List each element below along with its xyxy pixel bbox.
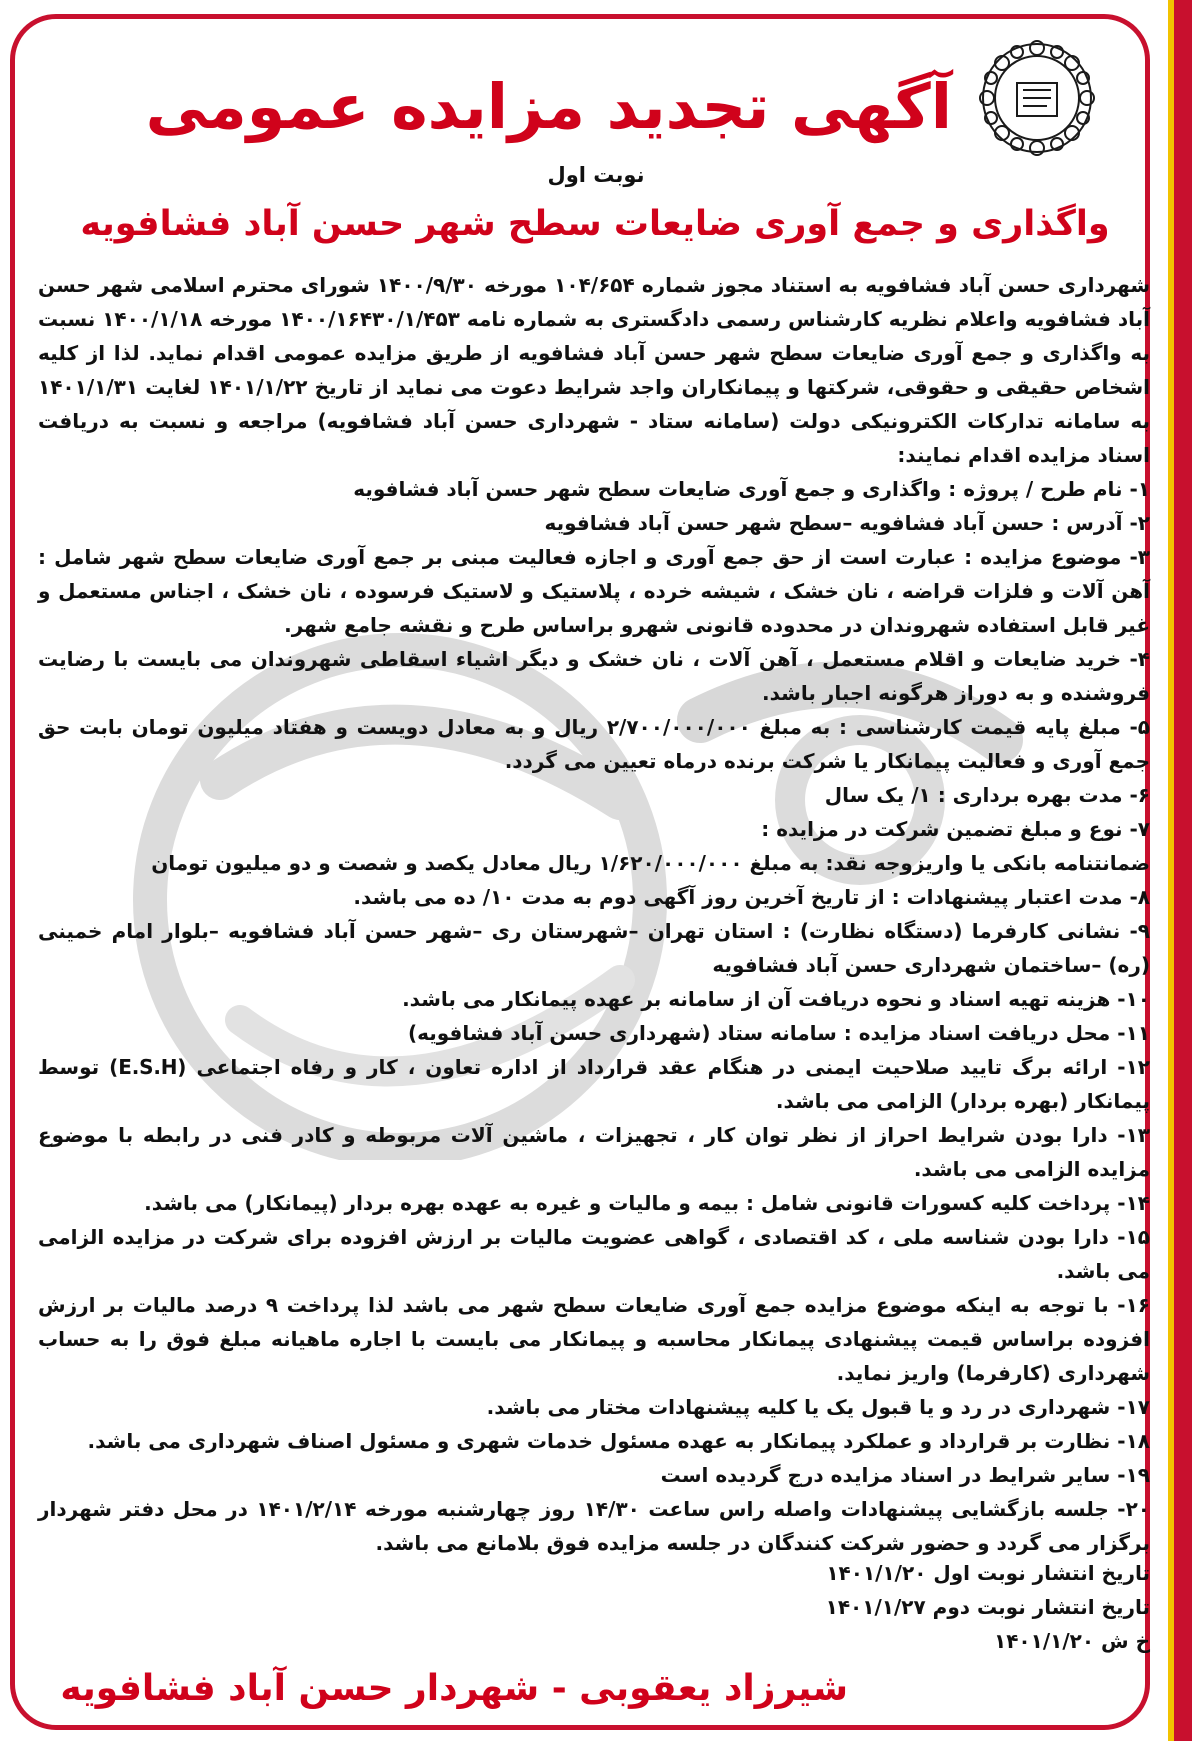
list-item: ۱۳- دارا بودن شرایط احراز از نظر توان کار ، تجهیزات ، ماشین آلات مربوطه و کادر فنی در رابطه با موضوع مزایده الزامی می باشد. bbox=[38, 1123, 1150, 1181]
second-publication-date: تاریخ انتشار نوبت دوم ۱۴۰۱/۱/۲۷ bbox=[825, 1595, 1150, 1619]
list-item: ۲- آدرس : حسن آباد فشافویه –سطح شهر حسن آباد فشافویه bbox=[544, 511, 1150, 535]
list-item: ۹- نشانی کارفرما (دستگاه نظارت) : استان تهران –شهرستان ری –شهر حسن آباد فشافویه –بلوار امام خمینی (ره) –ساختمان شهرداری حسن آباد فشافویه bbox=[38, 919, 1150, 977]
announcement-subtitle: واگذاری و جمع آوری ضایعات سطح شهر حسن آباد فشافویه bbox=[80, 204, 1110, 244]
list-item: ۱۸- نظارت بر قرارداد و عملکرد پیمانکار به عهده مسئول خدمات شهری و مسئول اصناف شهرداری می باشد. bbox=[87, 1429, 1150, 1453]
intro-paragraph: شهرداری حسن آباد فشافویه به استناد مجوز شماره ۱۰۴/۶۵۴ مورخه ۱۴۰۰/۹/۳۰ شورای محترم اسلامی شهر حسن آباد فشافویه واعلام نظریه کارشناس رسمی دادگستری به شماره نامه ۱۴۰۰/۱۶۴۳۰/۱/۴۵۳ مورخه ۱۴۰۰/۱/۱۸ نسبت به واگذاری و جمع آوری ضایعات سطح شهر حسن آباد فشافویه از طریق مزایده عمومی اقدام نماید. لذا از کلیه اشخاص حقیقی و حقوقی، شرکتها و پیمانکاران واجد شرایط دعوت می نماید از تاریخ ۱۴۰۱/۱/۲۲ لغایت ۱۴۰۱/۱/۳۱ به سامانه تدارکات الکترونیکی دولت (سامانه ستاد - شهرداری حسن آباد فشافویه) مراجعه و نسبت به دریافت اسناد مزایده اقدام نمایند: bbox=[38, 273, 1151, 467]
publication-code: خ ش ۱۴۰۱/۱/۲۰ bbox=[994, 1629, 1150, 1653]
list-item: ۷- نوع و مبلغ تضمین شرکت در مزایده : bbox=[761, 817, 1150, 841]
list-item: ۴- خرید ضایعات و اقلام مستعمل ، آهن آلات ، نان خشک و دیگر اشیاء اسقاطی شهروندان می بایست با رضایت فروشنده و به دوراز هرگونه اجبار باشد. bbox=[38, 647, 1150, 705]
list-item: ۸- مدت اعتبار پیشنهادات : از تاریخ آخرین روز آگهی دوم به مدت ۱۰/ ده می باشد. bbox=[353, 885, 1150, 909]
announcement-body bbox=[38, 268, 1150, 1560]
list-item: ۱۱- محل دریافت اسناد مزایده : سامانه ستاد (شهرداری حسن آباد فشافویه) bbox=[407, 1021, 1150, 1045]
publication-dates bbox=[630, 1556, 1150, 1658]
list-item: ۱- نام طرح / پروژه : واگذاری و جمع آوری ضایعات سطح شهر حسن آباد فشافویه bbox=[353, 477, 1150, 501]
right-edge-strip bbox=[1174, 0, 1192, 1741]
right-edge-yellow-strip bbox=[1168, 0, 1174, 1741]
list-item: ۱۵- دارا بودن شناسه ملی ، کد اقتصادی ، گواهی عضویت مالیات بر ارزش افزوده برای شرکت در مزایده الزامی می باشد. bbox=[38, 1225, 1150, 1283]
list-item: ۱۶- با توجه به اینکه موضوع مزایده جمع آوری ضایعات سطح شهر می باشد لذا پرداخت ۹ درصد مالیات بر ارزش افزوده براساس قیمت پیشنهادی پیمانکار محاسبه و پیمانکار می بایست با اجاره ماهیانه مبلغ فوق را به حساب شهرداری (کارفرما) واریز نماید. bbox=[38, 1293, 1150, 1385]
list-item: ۱۰- هزینه تهیه اسناد و نحوه دریافت آن از سامانه بر عهده پیمانکار می باشد. bbox=[402, 987, 1150, 1011]
list-item: ۲۰- جلسه بازگشایی پیشنهادات واصله راس ساعت ۱۴/۳۰ روز چهارشنبه مورخه ۱۴۰۱/۲/۱۴ در محل دفتر شهردار برگزار می گردد و حضور شرکت کنندگان در جلسه مزایده فوق بلامانع می باشد. bbox=[38, 1497, 1151, 1555]
announcement-title: آگهی تجدید مزایده عمومی bbox=[145, 70, 952, 143]
list-item: ۶- مدت بهره برداری : ۱/ یک سال bbox=[824, 783, 1150, 807]
mayor-signature: شیرزاد یعقوبی - شهردار حسن آباد فشافویه bbox=[60, 1668, 848, 1709]
municipality-logo bbox=[977, 38, 1097, 158]
round-label: نوبت اول bbox=[547, 163, 645, 187]
list-item: ضمانتنامه بانکی یا واریزوجه نقد: به مبلغ ۱/۶۲۰/۰۰۰/۰۰۰ ریال معادل یکصد و شصت و دو میلیون تومان bbox=[151, 851, 1150, 875]
list-item: ۵- مبلغ پایه قیمت کارشناسی : به مبلغ ۲/۷۰۰/۰۰۰/۰۰۰ ریال و به معادل دویست و هفتاد میلیون تومان بابت حق جمع آوری و فعالیت پیمانکار یا شرکت برنده درماه تعیین می گردد. bbox=[38, 715, 1150, 773]
list-item: ۱۴- پرداخت کلیه کسورات قانونی شامل : بیمه و مالیات و غیره به عهده بهره بردار (پیمانکار) می باشد. bbox=[144, 1191, 1150, 1215]
first-publication-date: تاریخ انتشار نوبت اول ۱۴۰۱/۱/۲۰ bbox=[826, 1561, 1150, 1585]
list-item: ۱۲- ارائه برگ تایید صلاحیت ایمنی در هنگام عقد قرارداد از اداره تعاون ، کار و رفاه اجتماعی (E.S.H) توسط پیمانکار (بهره بردار) الزامی می باشد. bbox=[38, 1055, 1150, 1113]
list-item: ۱۹- سایر شرایط در اسناد مزایده درج گردیده است bbox=[660, 1463, 1150, 1487]
list-item: ۱۷- شهرداری در رد و یا قبول یک یا کلیه پیشنهادات مختار می باشد. bbox=[486, 1395, 1150, 1419]
list-item: ۳- موضوع مزایده : عبارت است از حق جمع آوری و اجازه فعالیت مبنی بر جمع آوری ضایعات سطح شهر شامل : آهن آلات و فلزات قراضه ، نان خشک ، شیشه خرده ، پلاستیک و لاستیک فرسوده ، نان خشک ، اجناس مستعمل و غیر قابل استفاده شهروندان در محدوده قانونی شهرو براساس طرح و نقشه جامع شهر. bbox=[38, 545, 1150, 637]
